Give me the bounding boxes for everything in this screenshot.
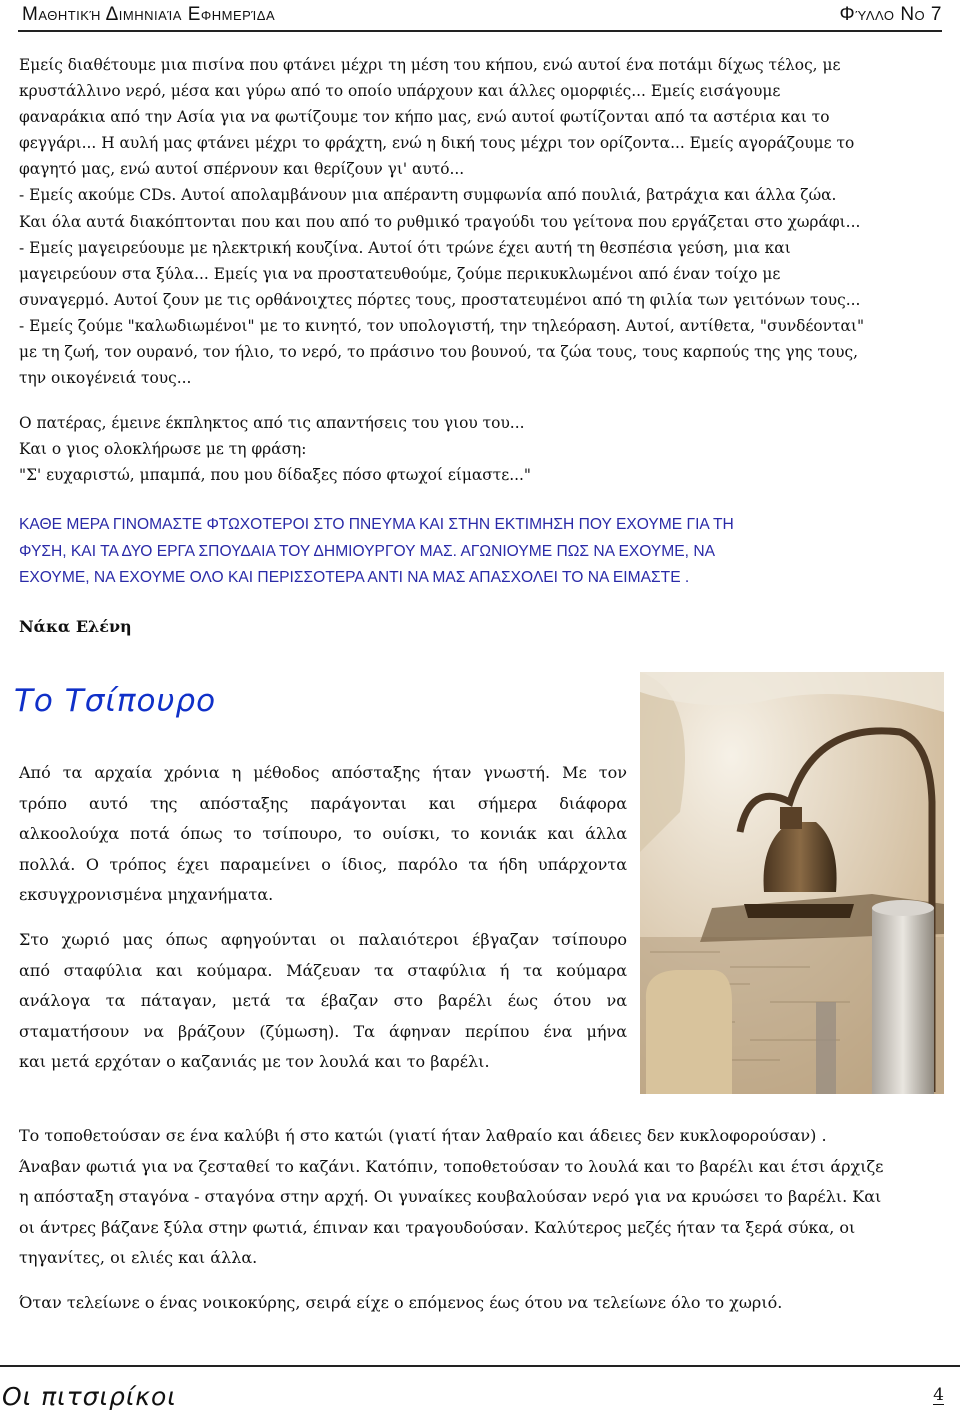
still-illustration <box>640 672 944 1094</box>
text-line: με τη ζωή, τον ουρανό, τον ήλιο, το νερό, το πράσινο του βουνού, τα ζώα τους, τους καρπούς της γης τους, <box>19 343 858 362</box>
tsipouro-paragraph-4 <box>19 1288 947 1319</box>
text-line: συναγερμό. Αυτοί ζουν με τις ορθάνοιχτες πόρτες τους, προστατευμένοι από τη φιλία των γειτόνων τους... <box>19 290 861 309</box>
intro-paragraph <box>19 52 944 391</box>
text-line: - Εμείς μαγειρεύουμε με ηλεκτρική κουζίνα. Αυτοί ότι τρώνε έχει αυτή τη θεσπέσια γεύση, μια και <box>19 238 791 257</box>
text-line: "Σ' ευχαριστώ, μπαμπά, που μου δίδαξες πόσο φτωχοί είμαστε..." <box>19 466 532 485</box>
footer-title: Οι πιτσιρίκοι <box>2 1382 177 1411</box>
text-line: Το τοποθετούσαν σε ένα καλύβι ή στο κατώι (γιατί ήταν λαθραίο και άδειες δεν κυκλοφορούσαν) . <box>19 1126 827 1145</box>
text-line: μαγειρεύουν στα ξύλα... Εμείς για να προστατευθούμε, ζούμε περικυκλωμένοι από έναν τοίχο με <box>19 264 781 283</box>
text-line: αλκοολούχα ποτά όπως το τσίπουρο, το ουίσκι, το κονιάκ και άλλα <box>19 824 627 844</box>
text-line: φεγγάρι... Η αυλή μας φτάνει μέχρι το φράχτη, ενώ η δική τους μέχρι τον ορίζοντα... Εμείς αγοράζουμε το <box>19 134 855 153</box>
text-line: ΕΧΟΥΜΕ, ΝΑ ΕΧΟΥΜΕ ΟΛΟ ΚΑΙ ΠΕΡΙΣΣΟΤΕΡΑ ΑΝΤΙ ΝΑ ΜΑΣ ΑΠΑΣΧΟΛΕΙ ΤΟ ΝΑ ΕΙΜΑΣΤΕ . <box>19 569 690 586</box>
text-line: την οικογένειά τους... <box>19 369 192 388</box>
page-header <box>18 0 942 32</box>
tsipouro-paragraph-3 <box>19 1121 947 1274</box>
article-title: Το Τσίπουρο <box>14 683 217 719</box>
text-line: τηγανίτες, οι ελιές και άλλα. <box>19 1248 258 1268</box>
footer-divider <box>0 1365 960 1367</box>
page-number: 4 <box>933 1385 944 1405</box>
text-line: πολλά. Ο τρόπος έχει παραμείνει ο ίδιος, παρόλο τα ήδη υπάρχοντα <box>19 854 627 874</box>
text-line: Ο πατέρας, έμεινε έκπληκτος από τις απαντήσεις του γιου του... <box>19 414 525 432</box>
text-line: - Εμείς ακούμε CDs. Αυτοί απολαμβάνουν μια απέραντη συμφωνία από πουλιά, βατράχια και άλλα ζώα. <box>19 186 837 205</box>
text-line: η απόσταξη σταγόνα - σταγόνα στην αρχή. Οι γυναίκες κουβαλούσαν νερό για να κρυώσει το βαρέλι. Και <box>19 1187 882 1207</box>
text-line: εκσυγχρονισμένα μηχανήματα. <box>19 885 274 905</box>
distillery-photo <box>640 672 944 1094</box>
tsipouro-paragraph-1 <box>19 758 627 911</box>
text-line: Και όλα αυτά διακόπτονται που και που από το ρυθμικό τραγούδι του γείτονα που εργάζεται στο χωράφι... <box>19 212 861 231</box>
text-line: Άναβαν φωτιά για να ζεσταθεί το καζάνι. Κατόπιν, τοποθετούσαν το λουλά και το βαρέλι και έτσι άρχιζε <box>19 1156 884 1176</box>
text-line: από σταφύλια και κούμαρα. Μάζευαν τα σταφύλια ή τα κούμαρα <box>19 960 627 980</box>
text-line: ΦΥΣΗ, ΚΑΙ ΤΑ ΔΥΟ ΕΡΓΑ ΣΠΟΥΔΑΙΑ ΤΟΥ ΔΗΜΙΟΥΡΓΟΥ ΜΑΣ. ΑΓΩΝΙΟΥΜΕ ΠΩΣ ΝΑ ΕΧΟΥΜΕ, ΝΑ <box>19 542 716 560</box>
author-name: Νάκα Ελένη <box>19 617 132 636</box>
text-line: ανάλογα τα πάταγαν, μετά τα έβαζαν στο βαρέλι έως ότου να <box>19 991 627 1011</box>
text-line: τρόπο αυτό της απόσταξης παράγονται και σήμερα διάφορα <box>19 793 627 813</box>
moral-paragraph <box>19 512 944 592</box>
text-line: φαναράκια από την Ασία για να φωτίζουμε τον κήπο μας, ενώ αυτοί φωτίζονται από τα αστέρια και το <box>19 108 830 127</box>
text-line: Από τα αρχαία χρόνια η μέθοδος απόσταξης ήταν γνωστή. Με τον <box>19 763 627 782</box>
text-line: οι άντρες βάζανε ξύλα στην φωτιά, έπιναν και τραγουδούσαν. Καλύτερος μεζές ήταν τα ξερά σύκα, οι <box>19 1217 856 1237</box>
text-line: Στο χωριό μας όπως αφηγούνται οι παλαιότεροι έβγαζαν τσίπουρο <box>19 930 627 949</box>
text-line: κρυστάλλινο νερό, μέσα και γύρω από το οποίο υπάρχουν και άλλες ομορφιές... Εμείς εισάγουμε <box>19 82 781 101</box>
newspaper-name: Μαθητική Διμηνιαία Εφημερίδα <box>22 4 276 25</box>
text-line: Εμείς διαθέτουμε μια πισίνα που φτάνει μέχρι τη μέση του κήπου, ενώ αυτοί ένα ποτάμι δίχως τέλος, με <box>19 56 841 74</box>
tsipouro-paragraph-2 <box>19 925 627 1078</box>
text-line: ΚΑΘΕ ΜΕΡΑ ΓΙΝΟΜΑΣΤΕ ΦΤΩΧΟΤΕΡΟΙ ΣΤΟ ΠΝΕΥΜΑ ΚΑΙ ΣΤΗΝ ΕΚΤΙΜΗΣΗ ΠΟΥ ΕΧΟΥΜΕ ΓΙΑ ΤΗ <box>19 516 734 533</box>
text-line: Και ο γιος ολοκλήρωσε με τη φράση: <box>19 440 307 459</box>
text-line: σταματήσουν να βράζουν (ζύμωση). Τα άφηναν περίπου ένα μήνα <box>19 1021 627 1041</box>
text-line: και μετά ερχόταν ο καζανιάς με τον λουλά και το βαρέλι. <box>19 1052 490 1072</box>
text-line: Όταν τελείωνε ο ένας νοικοκύρης, σειρά είχε ο επόμενος έως ότου να τελείωνε όλο το χωριό. <box>19 1293 783 1312</box>
text-line: - Εμείς ζούμε "καλωδιωμένοι" με το κινητό, τον υπολογιστή, την τηλεόραση. Αυτοί, αντίθετα, "συνδέονται" <box>19 316 865 335</box>
issue-number: Φύλλο Νο 7 <box>839 4 942 25</box>
text-line: φαγητό μας, ενώ αυτοί σπέρνουν και θερίζουν γι' αυτό... <box>19 160 465 179</box>
ending-paragraph <box>19 410 944 488</box>
